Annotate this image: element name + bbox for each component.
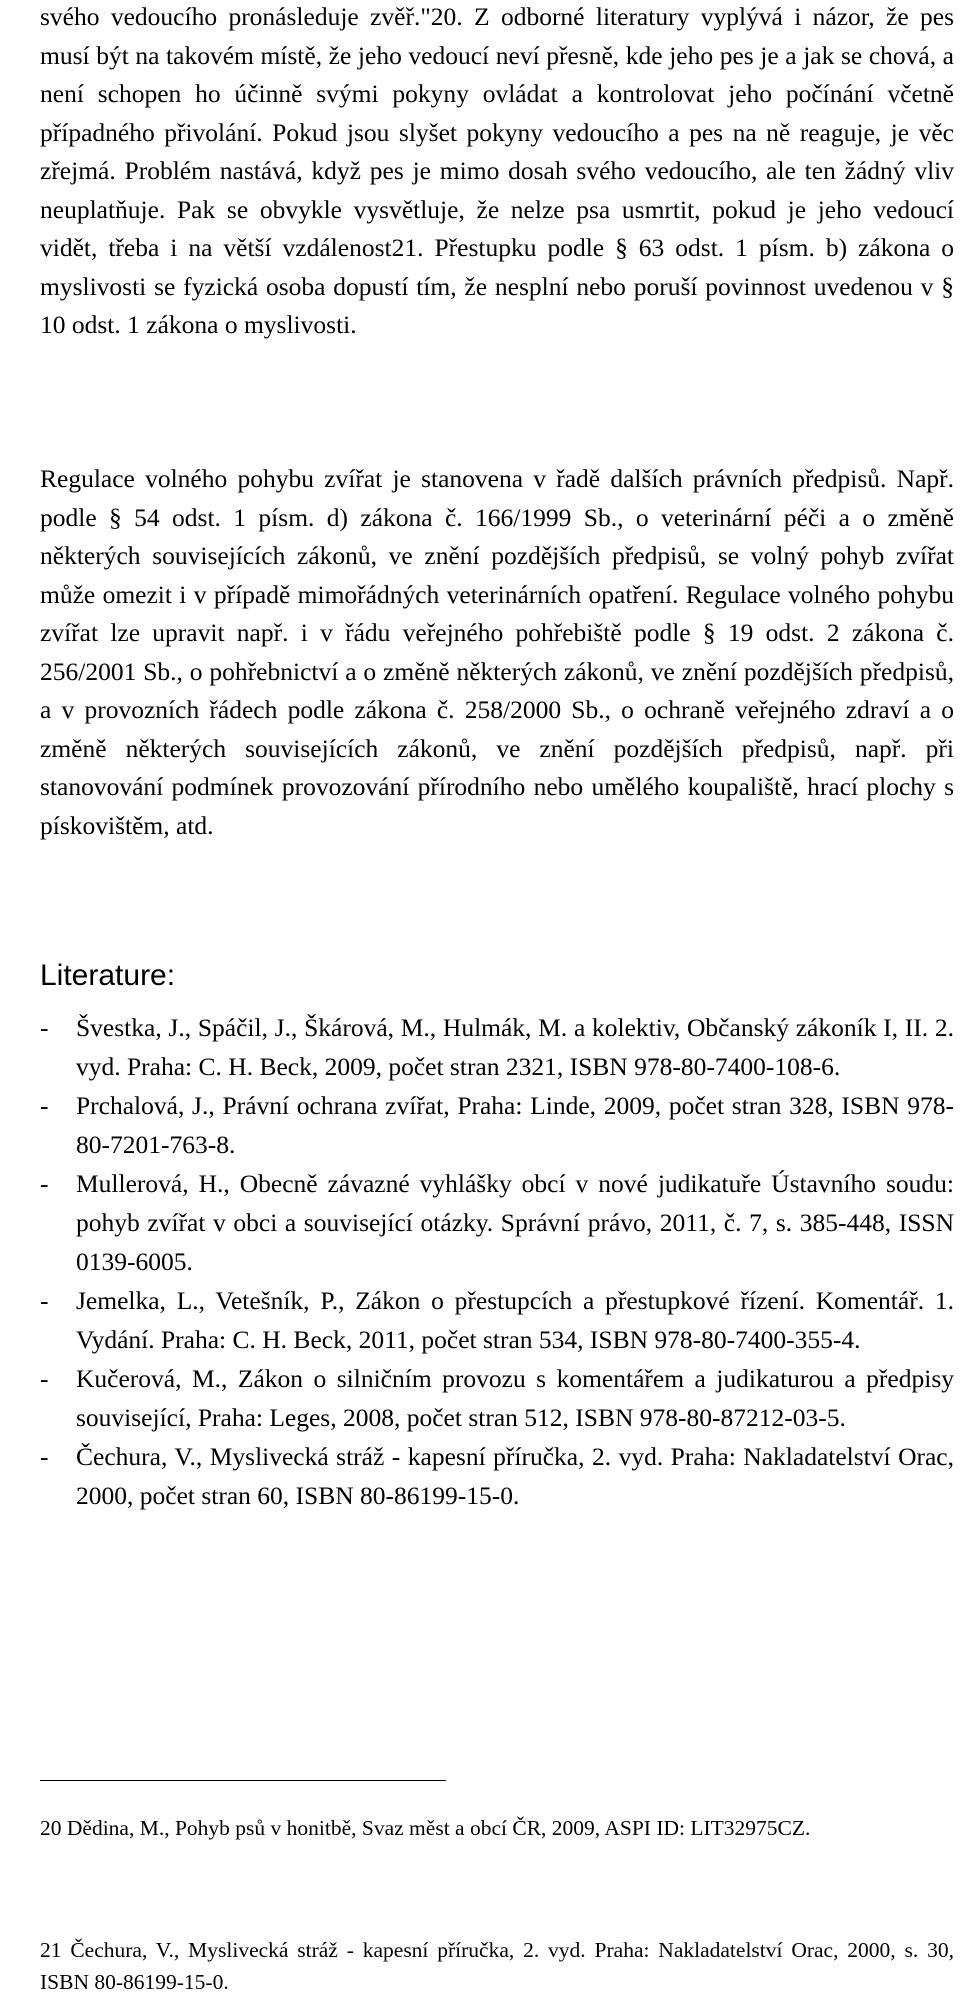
list-dash: - xyxy=(40,1169,49,1198)
literature-item xyxy=(40,1086,954,1164)
literature-list xyxy=(40,1008,954,1515)
footnote-20: 20 Dědina, M., Pohyb psů v honitbě, Svaz měst a obcí ČR, 2009, ASPI ID: LIT32975CZ. xyxy=(40,1816,811,1840)
footnote-separator xyxy=(40,1780,446,1781)
list-dash: - xyxy=(40,1091,49,1120)
literature-item-text: Prchalová, J., Právní ochrana zvířat, Praha: Linde, 2009, počet stran 328, ISBN 978-80-7201-763-8. xyxy=(76,1091,954,1159)
body-paragraph-1: svého vedoucího pronásleduje zvěř."20. Z odborné literatury vyplývá i názor, že pes musí být na takovém místě, že jeho vedoucí neví přesně, kde jeho pes je a jak se chová, a není schopen ho účinně svými pokyny ovládat a kontrolovat jeho počínání včetně případného přivolání. Pokud jsou slyšet pokyny vedoucího a pes na ně reaguje, je věc zřejmá. Problém nastává, když pes je mimo dosah svého vedoucího, ale ten žádný vliv neuplatňuje. Pak se obvykle vysvětluje, že nelze psa usmrtit, pokud je jeho vedoucí vidět, třeba i na větší vzdálenost21. Přestupku podle § 63 odst. 1 písm. b) zákona o myslivosti se fyzická osoba dopustí tím, že nesplní nebo poruší povinnost uvedenou v § 10 odst. 1 zákona o myslivosti. xyxy=(40,2,954,339)
literature-item-text: Čechura, V., Myslivecká stráž - kapesní příručka, 2. vyd. Praha: Nakladatelství Orac, 2000, počet stran 60, ISBN 80-86199-15-0. xyxy=(76,1442,954,1510)
literature-item xyxy=(40,1437,954,1515)
footnote-21: 21 Čechura, V., Myslivecká stráž - kapesní příručka, 2. vyd. Praha: Nakladatelství Orac, 2000, s. 30, ISBN 80-86199-15-0. xyxy=(40,1938,954,1994)
literature-item-text: Mullerová, H., Obecně závazné vyhlášky obcí v nové judikatuře Ústavního soudu: pohyb zvířat v obci a související otázky. Správní právo, 2011, č. 7, s. 385-448, ISSN 0139-6005. xyxy=(76,1169,954,1276)
literature-item xyxy=(40,1281,954,1359)
literature-item xyxy=(40,1359,954,1437)
literature-item-text: Jemelka, L., Vetešník, P., Zákon o přestupcích a přestupkové řízení. Komentář. 1. Vydání. Praha: C. H. Beck, 2011, počet stran 534, ISBN 978-80-7400-355-4. xyxy=(76,1286,954,1354)
literature-heading: Literature: xyxy=(40,959,176,992)
literature-item-text: Kučerová, M., Zákon o silničním provozu s komentářem a judikaturou a předpisy související, Praha: Leges, 2008, počet stran 512, ISBN 978-80-87212-03-5. xyxy=(76,1364,954,1432)
list-dash: - xyxy=(40,1364,49,1393)
list-dash: - xyxy=(40,1442,49,1471)
list-dash: - xyxy=(40,1286,49,1315)
literature-item-text: Švestka, J., Spáčil, J., Škárová, M., Hulmák, M. a kolektiv, Občanský zákoník I, II. 2. vyd. Praha: C. H. Beck, 2009, počet stran 2321, ISBN 978-80-7400-108-6. xyxy=(76,1013,954,1081)
literature-item xyxy=(40,1008,954,1086)
list-dash: - xyxy=(40,1013,49,1042)
literature-item xyxy=(40,1164,954,1281)
body-paragraph-2: Regulace volného pohybu zvířat je stanovena v řadě dalších právních předpisů. Např. podle § 54 odst. 1 písm. d) zákona č. 166/1999 Sb., o veterinární péči a o změně některých souvisejících zákonů, ve znění pozdějších předpisů, se volný pohyb zvířat může omezit i v případě mimořádných veterinárních opatření. Regulace volného pohybu zvířat lze upravit např. i v řádu veřejného pohřebiště podle § 19 odst. 2 zákona č. 256/2001 Sb., o pohřebnictví a o změně některých zákonů, ve znění pozdějších předpisů, a v provozních řádech podle zákona č. 258/2000 Sb., o ochraně veřejného zdraví a o změně některých souvisejících zákonů, ve znění pozdějších předpisů, např. při stanovování podmínek provozování přírodního nebo umělého koupaliště, hrací plochy s pískovištěm, atd. xyxy=(40,464,954,840)
